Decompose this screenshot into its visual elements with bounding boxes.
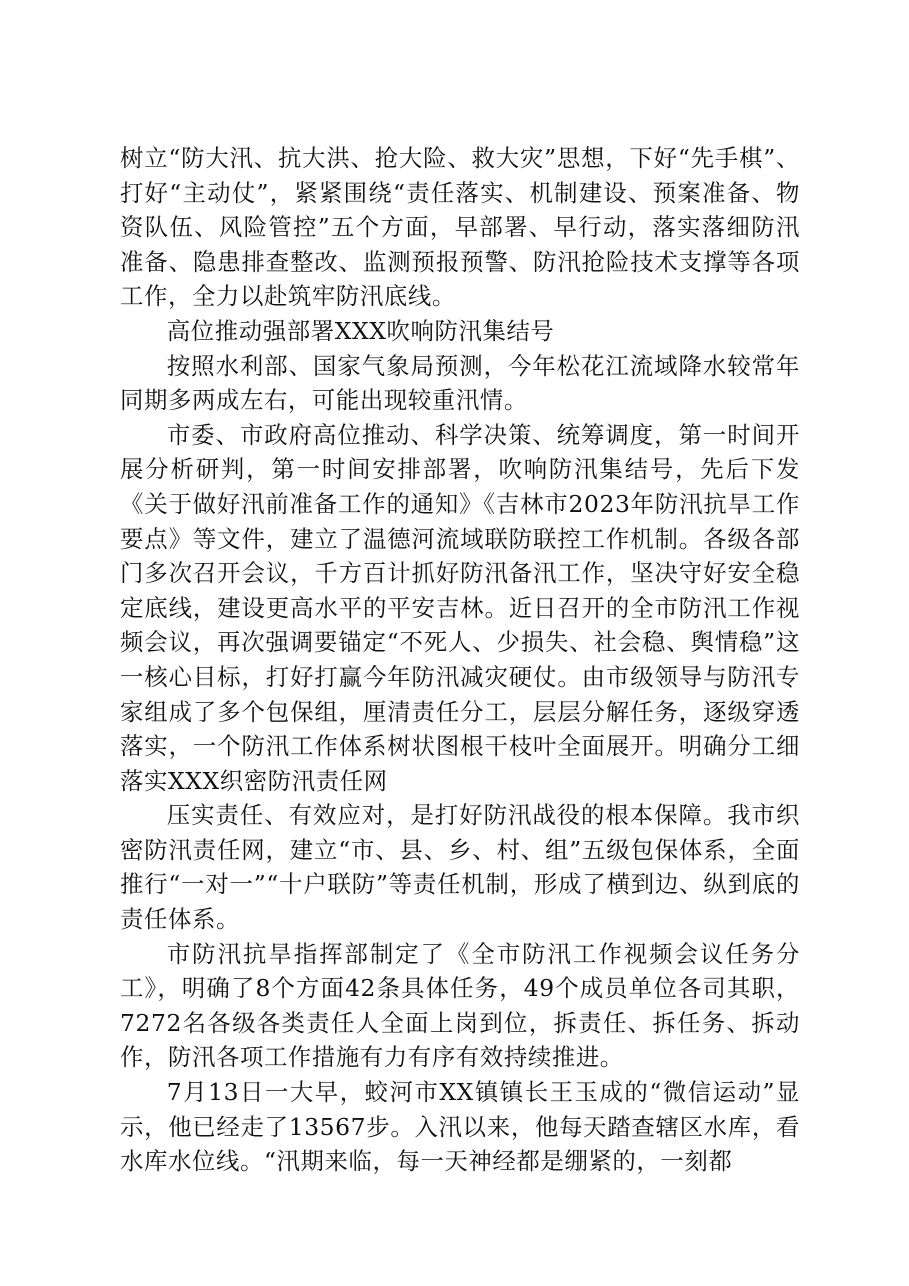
paragraph-task-division: 市防汛抗旱指挥部制定了《全市防汛工作视频会议任务分工》，明确了8个方面42条具体任务，49个成员单位各司其职，7272名各级各类责任人全面上岗到位，拆责任、拆任务、拆动作，防汛各项工作措施有力有序有效持续推进。	[120, 939, 800, 1072]
paragraph-wechat-steps: 7月13日一大早，蛟河市XX镇镇长王玉成的“微信运动”显示，他已经走了13567步。入汛以来，他每天踏查辖区水库，看水库水位线。“汛期来临，每一天神经都是绷紧的，一刻都	[120, 1078, 800, 1176]
paragraph-city-deployment: 市委、市政府高位推动、科学决策、统筹调度，第一时间开展分析研判，第一时间安排部署，吹响防汛集结号，先后下发《关于做好汛前准备工作的通知》《吉林市2023年防汛抗旱工作要点》等文件，建立了温德河流域联防联控工作机制。各级各部门多次召开会议，千方百计抓好防汛备汛工作，坚决守好安全稳定底线，建设更高水平的平安吉林。近日召开的全市防汛工作视频会议，再次强调要锚定“不死人、少损失、社会稳、舆情稳”这一核心目标，打好打赢今年防汛减灾硬仗。由市级领导与防汛专家组成了多个包保组，厘清责任分工，层层分解任务，逐级穿透落实，一个防汛工作体系树状图根干枝叶全面展开。明确分工细落实XXX织密防汛责任网	[120, 420, 800, 795]
paragraph-responsibility-network: 压实责任、有效应对，是打好防汛战役的根本保障。我市织密防汛责任网，建立“市、县、乡、村、组”五级包保体系，全面推行“一对一”“十户联防”等责任机制，形成了横到边、纵到底的责任体系。	[120, 801, 800, 934]
paragraph-intro: 树立“防大汛、抗大洪、抢大险、救大灾”思想，下好“先手棋”、打好“主动仗”，紧紧围绕“责任落实、机制建设、预案准备、物资队伍、风险管控”五个方面，早部署、早行动，落实落细防汛准备、隐患排查整改、监测预报预警、防汛抢险技术支撑等各项工作，全力以赴筑牢防汛底线。	[120, 144, 800, 311]
paragraph-forecast: 按照水利部、国家气象局预测，今年松花江流域降水较常年同期多两成左右，可能出现较重汛情。	[120, 351, 800, 415]
section-heading-deployment: 高位推动强部署XXX吹响防汛集结号	[166, 316, 555, 345]
document-body	[120, 141, 800, 1179]
